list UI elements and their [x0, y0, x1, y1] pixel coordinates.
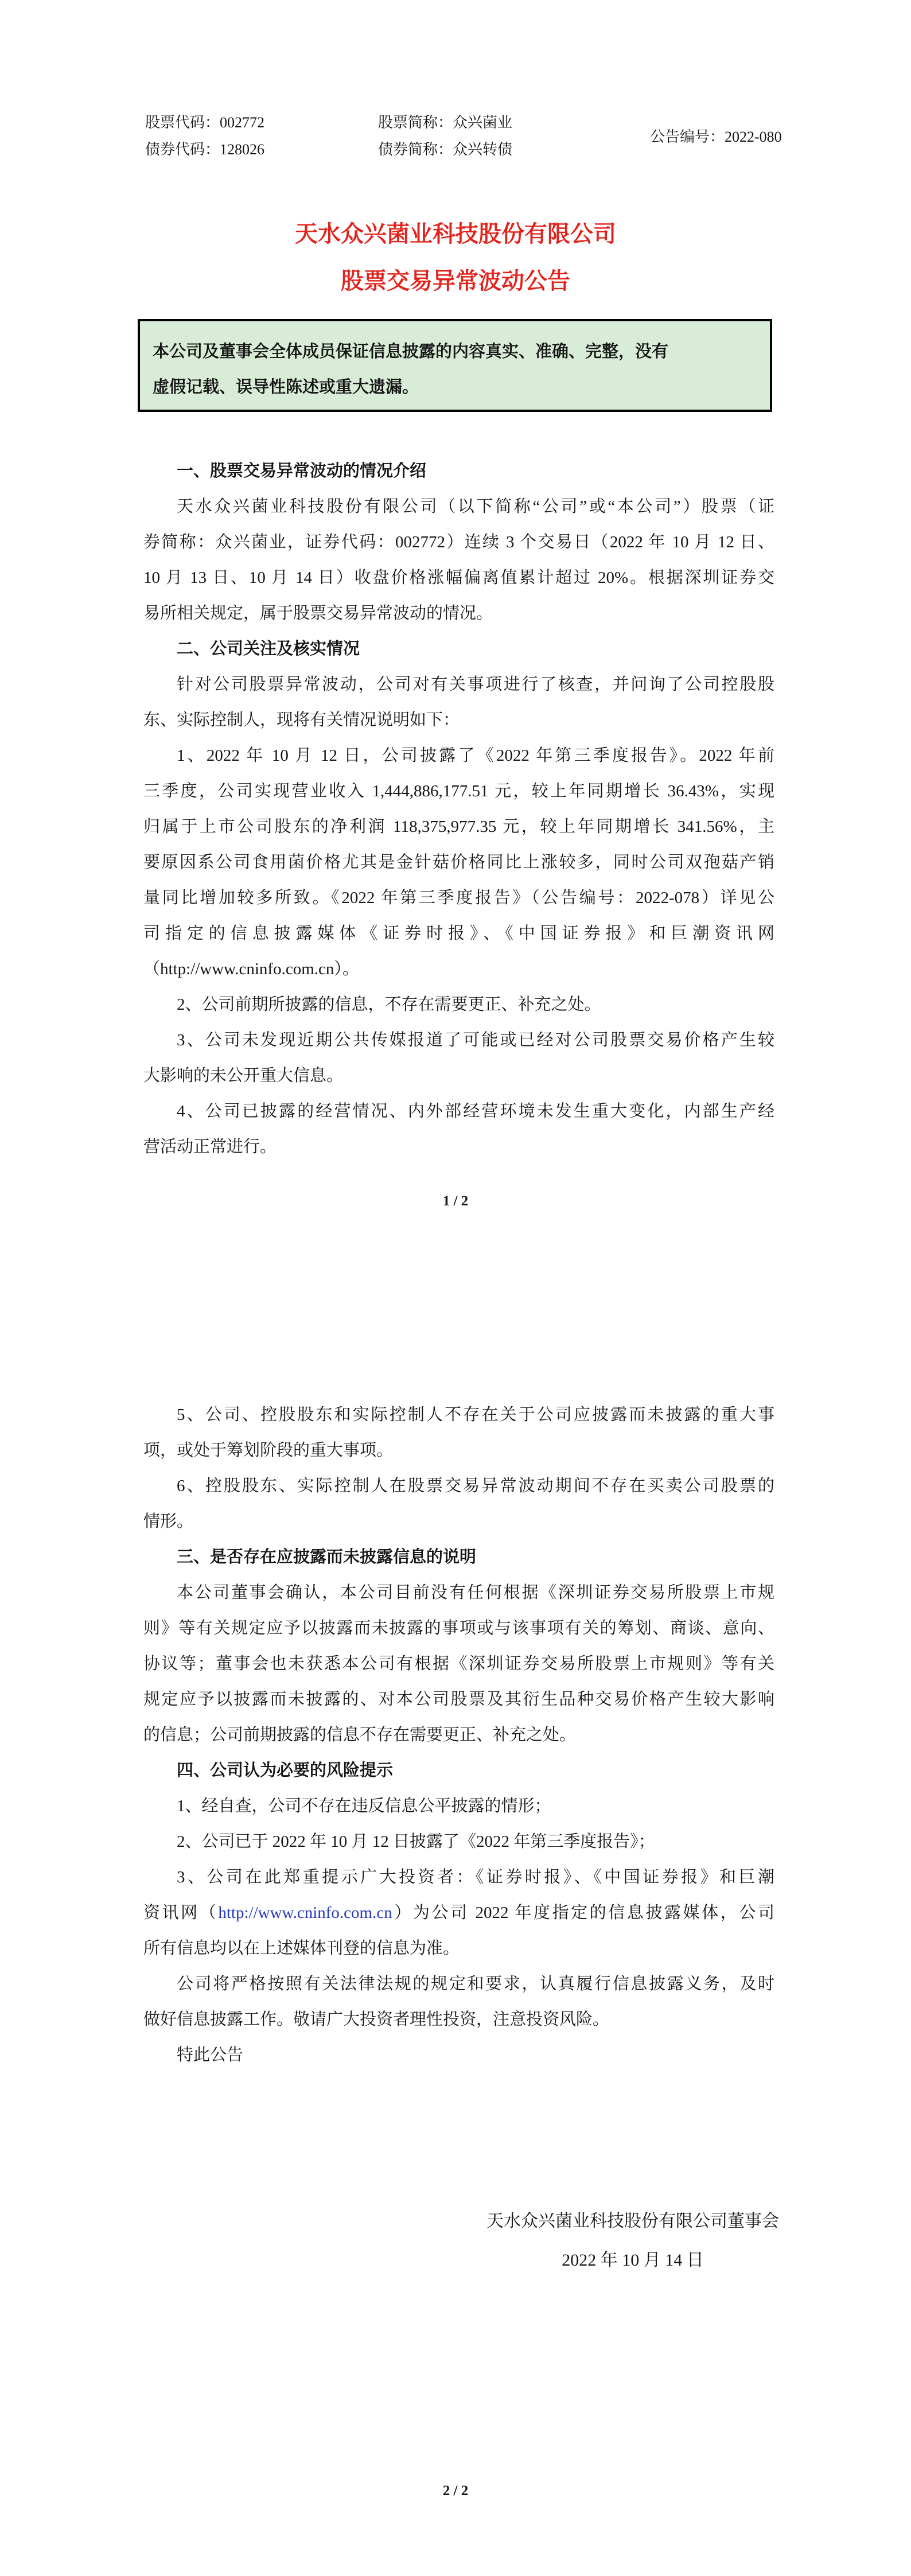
text-segment: 东、实际控制人，现将有关情况说明如下：: [143, 711, 460, 729]
text-segment: 1、经自查，公司不存在违反信息公平披露的情形；: [177, 1797, 551, 1815]
section-heading: [143, 1753, 774, 1788]
paragraph-line: [143, 809, 774, 845]
text-segment: 3、公司在此郑重提示广大投资者：《证券时报》、《中国证券报》和巨潮: [177, 1868, 774, 1886]
text-segment: 四、公司认为必要的风险提示: [177, 1761, 394, 1780]
text-segment: 情形。: [143, 1512, 194, 1531]
text-segment: 券简称：众兴菌业，证券代码：002772）连续 3 个交易日（2022 年 10 月 12 日、: [143, 533, 774, 551]
paragraph-line: [143, 2037, 774, 2073]
section-heading: [143, 631, 774, 667]
text-segment: 三、是否存在应披露而未披露信息的说明: [177, 1548, 477, 1566]
text-segment: 量同比增加较多所致。《2022 年第三季度报告》（公告编号：2022-078）详见公: [143, 889, 774, 907]
paragraph-line: [143, 1966, 774, 2002]
text-segment: 5、公司、控股股东和实际控制人不存在关于公司应披露而未披露的重大事: [177, 1406, 774, 1424]
paragraph-line: [143, 1468, 774, 1504]
stock-short-name: 股票简称：众兴菌业: [378, 114, 513, 131]
paragraph-line: [143, 596, 774, 631]
page-1-body: [143, 453, 774, 1165]
text-segment: 2、公司已于 2022 年 10 月 12 日披露了《2022 年第三季度报告》；: [177, 1832, 655, 1851]
paragraph-line: [143, 1610, 774, 1646]
disclaimer-line: 虚假记载、误导性陈述或重大遗漏。: [153, 378, 419, 396]
signature-company: 天水众兴菌业科技股份有限公司董事会: [486, 2212, 779, 2231]
text-segment: 针对公司股票异常波动，公司对有关事项进行了核查，并问询了公司控股股: [177, 675, 774, 694]
text-segment: 二、公司关注及核实情况: [177, 640, 360, 658]
text-segment: ）为公司 2022 年度指定的信息披露媒体，公司: [392, 1904, 774, 1922]
security-names-column: [378, 109, 512, 163]
paragraph-line: [143, 1682, 774, 1717]
paragraph-line: [143, 702, 774, 738]
paragraph-line: [143, 1094, 774, 1129]
page-2-body: [143, 1397, 774, 2073]
paragraph-line: [143, 667, 774, 702]
disclaimer-line: 本公司及董事会全体成员保证信息披露的内容真实、准确、完整，没有: [153, 343, 669, 361]
paragraph-line: [143, 1717, 774, 1753]
paragraph-line: [143, 1058, 774, 1094]
paragraph-line: [143, 2002, 774, 2037]
paragraph-line: [143, 1504, 774, 1539]
bond-short-name: 债券简称：众兴转债: [378, 141, 513, 158]
paragraph-line: [143, 524, 774, 560]
paragraph-line: [143, 1788, 774, 1824]
text-segment: 3、公司未发现近期公共传媒报道了可能或已经对公司股票交易价格产生较: [177, 1031, 774, 1049]
paragraph-line: [143, 845, 774, 880]
text-segment: 要原因系公司食用菌价格尤其是金针菇价格同比上涨较多，同时公司双孢菇产销: [143, 853, 774, 871]
text-segment: 特此公告: [177, 2046, 244, 2064]
signature-date: 2022 年 10 月 14 日: [562, 2251, 704, 2270]
text-segment: 2、公司前期所披露的信息，不存在需要更正、补充之处。: [177, 995, 601, 1014]
paragraph-line: [143, 1895, 774, 1931]
cninfo-url-link[interactable]: http://www.cninfo.com.cn: [218, 1904, 392, 1922]
text-segment: 4、公司已披露的经营情况、内外部经营环境未发生重大变化，内部生产经: [177, 1102, 774, 1120]
paragraph-line: [143, 773, 774, 809]
paragraph-line: [143, 1646, 774, 1682]
text-segment: 天水众兴菌业科技股份有限公司（以下简称“公司”或“本公司”）股票（证: [177, 497, 774, 516]
text-segment: 10 月 13 日、10 月 14 日）收盘价格涨幅偏离值累计超过 20%。根据深圳证券交: [143, 569, 774, 587]
announcement-title: 股票交易异常波动公告: [341, 268, 570, 294]
paragraph-line: [143, 1931, 774, 1966]
text-segment: 大影响的未公开重大信息。: [143, 1067, 344, 1085]
paragraph-line: [143, 1824, 774, 1859]
text-segment: 资讯网（: [143, 1904, 219, 1922]
paragraph-line: [143, 987, 774, 1022]
text-segment: 易所相关规定，属于股票交易异常波动的情况。: [143, 604, 493, 622]
paragraph-line: [143, 560, 774, 596]
text-segment: 三季度，公司实现营业收入 1,444,886,177.51 元，较上年同期增长 36.43%，实现: [143, 782, 774, 800]
security-codes-column: [145, 109, 264, 163]
announcement-number: 公告编号：2022-080: [650, 129, 782, 145]
paragraph-line: [143, 1575, 774, 1610]
page-number-2: 2 / 2: [442, 2483, 469, 2499]
text-segment: 公司将严格按照有关法律法规的规定和要求，认真履行信息披露义务，及时: [177, 1975, 774, 1993]
text-segment: 的信息；公司前期披露的信息不存在需要更正、补充之处。: [143, 1726, 577, 1744]
paragraph-line: [143, 951, 774, 987]
text-segment: 做好信息披露工作。敬请广大投资者理性投资，注意投资风险。: [143, 2010, 610, 2029]
paragraph-line: [143, 489, 774, 524]
paragraph-line: [143, 1433, 774, 1468]
stock-code: 股票代码：002772: [145, 114, 265, 131]
disclaimer-box: [138, 319, 772, 412]
text-segment: 协议等；董事会也未获悉本公司有根据《深圳证券交易所股票上市规则》等有关: [143, 1655, 774, 1673]
text-segment: 营活动正常进行。: [143, 1138, 277, 1156]
paragraph-line: [143, 1022, 774, 1058]
text-segment: 6、控股股东、实际控制人在股票交易异常波动期间不存在买卖公司股票的: [177, 1477, 774, 1495]
text-segment: 司指定的信息披露媒体《证券时报》、《中国证券报》和巨潮资讯网: [143, 924, 774, 943]
page-number-1: 1 / 2: [442, 1193, 469, 1209]
paragraph-line: [143, 1397, 774, 1433]
text-segment: 归属于上市公司股东的净利润 118,375,977.35 元，较上年同期增长 341.56%，主: [143, 818, 774, 836]
text-segment: 1、2022 年 10 月 12 日，公司披露了《2022 年第三季度报告》。2022 年前: [177, 746, 774, 765]
section-heading: [143, 1539, 774, 1575]
text-segment: 所有信息均以在上述媒体刊登的信息为准。: [143, 1939, 460, 1958]
text-segment: 项，或处于筹划阶段的重大事项。: [143, 1441, 394, 1460]
paragraph-line: [143, 738, 774, 773]
text-segment: 规定应予以披露而未披露的、对本公司股票及其衍生品种交易价格产生较大影响: [143, 1690, 774, 1709]
text-segment: （http://www.cninfo.com.cn）。: [143, 960, 359, 978]
section-heading: [143, 453, 774, 489]
paragraph-line: [143, 880, 774, 916]
text-segment: 则》等有关规定应予以披露而未披露的事项或与该事项有关的筹划、商谈、意向、: [143, 1619, 774, 1637]
text-segment: 本公司董事会确认，本公司目前没有任何根据《深圳证券交易所股票上市规: [177, 1583, 774, 1602]
paragraph-line: [143, 916, 774, 951]
bond-code: 债券代码：128026: [145, 141, 265, 158]
paragraph-line: [143, 1129, 774, 1165]
signature-block: [486, 2202, 779, 2280]
text-segment: 一、股票交易异常波动的情况介绍: [177, 462, 427, 480]
paragraph-line: [143, 1859, 774, 1895]
company-title: 天水众兴菌业科技股份有限公司: [295, 221, 616, 247]
